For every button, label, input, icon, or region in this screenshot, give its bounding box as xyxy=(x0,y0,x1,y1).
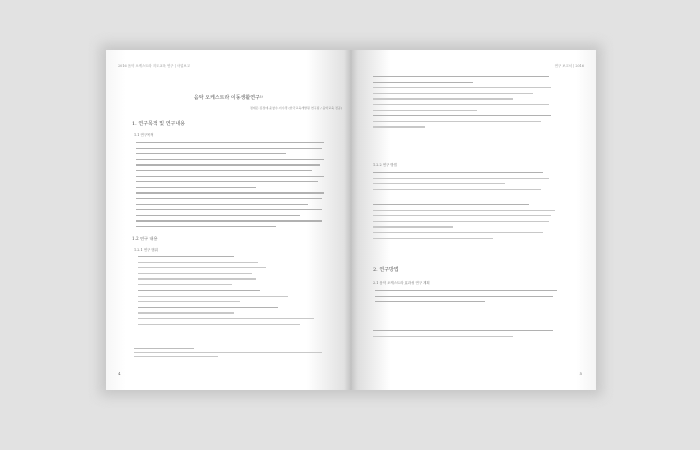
subsection-scope: 1.2.1 연구 범위 xyxy=(134,248,158,252)
subsection-purpose: 1.1 연구목적 xyxy=(134,133,154,137)
continued-text-block xyxy=(373,76,563,132)
program-list-block xyxy=(138,290,318,329)
left-running-header: 2016 음악 오케스트라 지도교육 연구 | 사업보고 xyxy=(118,64,190,68)
method-text-block xyxy=(373,172,563,194)
scope-list-block xyxy=(138,256,308,290)
right-running-header: 연구 보고서 | 2016 xyxy=(554,64,584,68)
method-detail-block xyxy=(373,204,563,243)
document-title: 음악 오케스트라 이동생활연구¹⁾ xyxy=(193,95,264,101)
subsection-content: 1.2 연구 내용 xyxy=(132,236,158,241)
right-page-number: 5 xyxy=(579,371,582,376)
section-heading-research: 1. 연구목적 및 연구내용 xyxy=(132,121,186,127)
book-gutter xyxy=(344,50,358,390)
footnote-block xyxy=(134,352,324,362)
section-heading-method: 2. 연구방법 xyxy=(373,267,399,273)
right-page xyxy=(351,50,596,390)
plan-text-block xyxy=(375,290,565,307)
purpose-text-block xyxy=(136,142,326,232)
subsection-plan: 2.1 음악 오케스트라 효과성 연구 계획 xyxy=(373,281,430,285)
subsection-method: 1.2.2 연구 방법 xyxy=(373,163,397,167)
left-page-number: 4 xyxy=(118,371,121,376)
footnote-rule xyxy=(134,348,194,349)
open-book xyxy=(106,50,596,390)
plan-bullet-block xyxy=(373,330,563,341)
author-line: 정재은·김정애·윤창수·이수경 (한국교육개발원 연구팀 / 음악교육 전공) xyxy=(249,106,342,110)
left-page xyxy=(106,50,351,390)
